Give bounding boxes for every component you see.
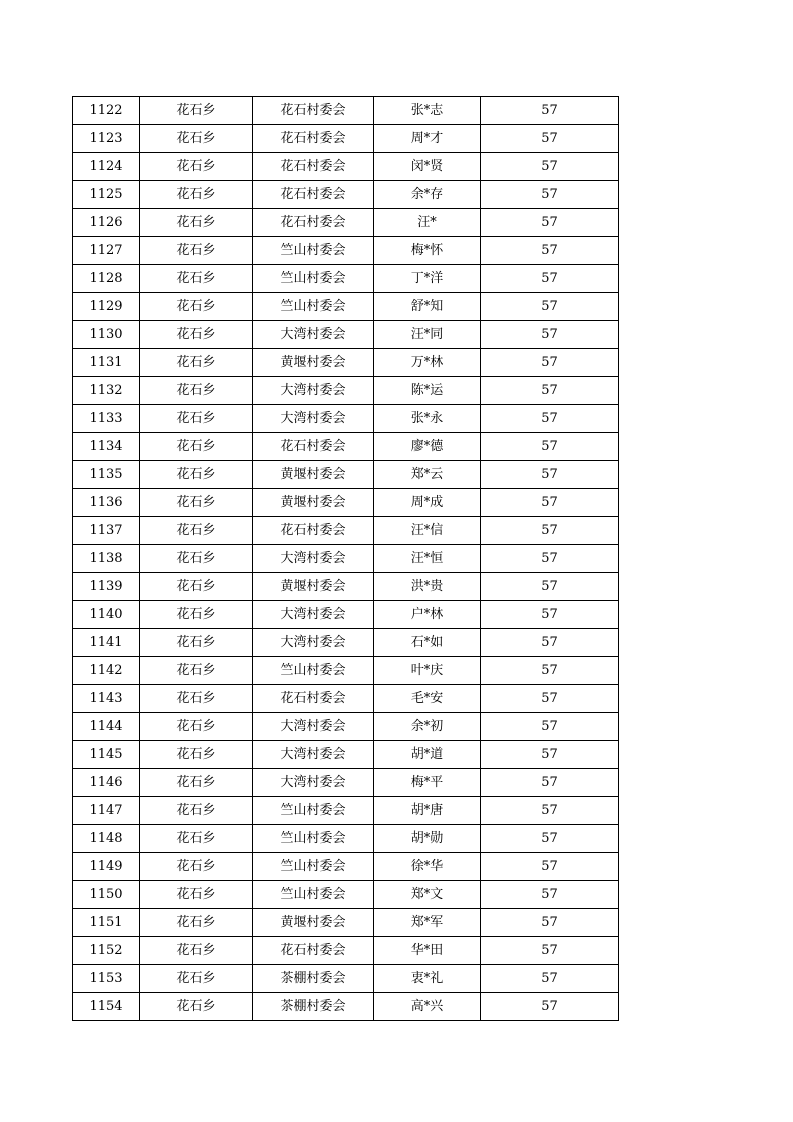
amount-cell: 57 <box>481 657 619 685</box>
table-body <box>73 97 619 1021</box>
amount-cell: 57 <box>481 601 619 629</box>
table-row <box>73 545 619 573</box>
amount-cell: 57 <box>481 993 619 1021</box>
amount-cell: 57 <box>481 545 619 573</box>
amount-cell: 57 <box>481 629 619 657</box>
town-cell: 花石乡 <box>140 321 253 349</box>
town-cell: 花石乡 <box>140 797 253 825</box>
table-row <box>73 153 619 181</box>
subsidy-table <box>72 96 619 1021</box>
town-cell: 花石乡 <box>140 545 253 573</box>
town-cell: 花石乡 <box>140 153 253 181</box>
person-name-cell: 华*田 <box>374 937 481 965</box>
amount-cell: 57 <box>481 853 619 881</box>
person-name-cell: 徐*华 <box>374 853 481 881</box>
amount-cell: 57 <box>481 377 619 405</box>
person-name-cell: 汪*恒 <box>374 545 481 573</box>
serial-number-cell: 1123 <box>73 125 140 153</box>
serial-number-cell: 1131 <box>73 349 140 377</box>
person-name-cell: 汪* <box>374 209 481 237</box>
town-cell: 花石乡 <box>140 517 253 545</box>
amount-cell: 57 <box>481 97 619 125</box>
person-name-cell: 余*存 <box>374 181 481 209</box>
serial-number-cell: 1140 <box>73 601 140 629</box>
table-row <box>73 517 619 545</box>
table-row <box>73 769 619 797</box>
person-name-cell: 闵*贤 <box>374 153 481 181</box>
amount-cell: 57 <box>481 713 619 741</box>
person-name-cell: 梅*平 <box>374 769 481 797</box>
serial-number-cell: 1136 <box>73 489 140 517</box>
table-row <box>73 181 619 209</box>
serial-number-cell: 1125 <box>73 181 140 209</box>
town-cell: 花石乡 <box>140 405 253 433</box>
village-cell: 大湾村委会 <box>253 545 374 573</box>
village-cell: 大湾村委会 <box>253 629 374 657</box>
person-name-cell: 张*永 <box>374 405 481 433</box>
serial-number-cell: 1135 <box>73 461 140 489</box>
town-cell: 花石乡 <box>140 853 253 881</box>
person-name-cell: 石*如 <box>374 629 481 657</box>
amount-cell: 57 <box>481 825 619 853</box>
serial-number-cell: 1149 <box>73 853 140 881</box>
town-cell: 花石乡 <box>140 489 253 517</box>
table-row <box>73 125 619 153</box>
table-row <box>73 405 619 433</box>
town-cell: 花石乡 <box>140 741 253 769</box>
village-cell: 竺山村委会 <box>253 265 374 293</box>
table-row <box>73 965 619 993</box>
town-cell: 花石乡 <box>140 461 253 489</box>
town-cell: 花石乡 <box>140 573 253 601</box>
village-cell: 大湾村委会 <box>253 769 374 797</box>
village-cell: 大湾村委会 <box>253 741 374 769</box>
village-cell: 花石村委会 <box>253 153 374 181</box>
amount-cell: 57 <box>481 321 619 349</box>
village-cell: 花石村委会 <box>253 433 374 461</box>
serial-number-cell: 1129 <box>73 293 140 321</box>
amount-cell: 57 <box>481 769 619 797</box>
town-cell: 花石乡 <box>140 657 253 685</box>
village-cell: 竺山村委会 <box>253 881 374 909</box>
person-name-cell: 洪*贵 <box>374 573 481 601</box>
table-row <box>73 237 619 265</box>
person-name-cell: 毛*安 <box>374 685 481 713</box>
town-cell: 花石乡 <box>140 825 253 853</box>
village-cell: 黄堰村委会 <box>253 461 374 489</box>
table-row <box>73 97 619 125</box>
person-name-cell: 郑*文 <box>374 881 481 909</box>
table-row <box>73 797 619 825</box>
table-row <box>73 293 619 321</box>
town-cell: 花石乡 <box>140 601 253 629</box>
serial-number-cell: 1130 <box>73 321 140 349</box>
amount-cell: 57 <box>481 433 619 461</box>
amount-cell: 57 <box>481 461 619 489</box>
table-row <box>73 461 619 489</box>
town-cell: 花石乡 <box>140 713 253 741</box>
serial-number-cell: 1126 <box>73 209 140 237</box>
person-name-cell: 汪*同 <box>374 321 481 349</box>
serial-number-cell: 1124 <box>73 153 140 181</box>
village-cell: 大湾村委会 <box>253 321 374 349</box>
village-cell: 黄堰村委会 <box>253 573 374 601</box>
person-name-cell: 衷*礼 <box>374 965 481 993</box>
table-row <box>73 265 619 293</box>
town-cell: 花石乡 <box>140 125 253 153</box>
table-row <box>73 881 619 909</box>
village-cell: 花石村委会 <box>253 181 374 209</box>
amount-cell: 57 <box>481 573 619 601</box>
amount-cell: 57 <box>481 489 619 517</box>
village-cell: 大湾村委会 <box>253 405 374 433</box>
serial-number-cell: 1141 <box>73 629 140 657</box>
subsidy-table-sheet <box>72 96 619 1021</box>
table-row <box>73 349 619 377</box>
village-cell: 大湾村委会 <box>253 601 374 629</box>
town-cell: 花石乡 <box>140 881 253 909</box>
person-name-cell: 廖*德 <box>374 433 481 461</box>
person-name-cell: 胡*道 <box>374 741 481 769</box>
village-cell: 花石村委会 <box>253 517 374 545</box>
person-name-cell: 郑*军 <box>374 909 481 937</box>
person-name-cell: 叶*庆 <box>374 657 481 685</box>
serial-number-cell: 1147 <box>73 797 140 825</box>
person-name-cell: 郑*云 <box>374 461 481 489</box>
amount-cell: 57 <box>481 797 619 825</box>
table-row <box>73 937 619 965</box>
village-cell: 黄堰村委会 <box>253 489 374 517</box>
table-row <box>73 433 619 461</box>
amount-cell: 57 <box>481 881 619 909</box>
person-name-cell: 周*成 <box>374 489 481 517</box>
table-row <box>73 489 619 517</box>
amount-cell: 57 <box>481 209 619 237</box>
serial-number-cell: 1132 <box>73 377 140 405</box>
town-cell: 花石乡 <box>140 769 253 797</box>
amount-cell: 57 <box>481 153 619 181</box>
village-cell: 竺山村委会 <box>253 293 374 321</box>
table-row <box>73 853 619 881</box>
table-row <box>73 993 619 1021</box>
amount-cell: 57 <box>481 517 619 545</box>
serial-number-cell: 1133 <box>73 405 140 433</box>
town-cell: 花石乡 <box>140 237 253 265</box>
table-row <box>73 741 619 769</box>
village-cell: 竺山村委会 <box>253 237 374 265</box>
town-cell: 花石乡 <box>140 97 253 125</box>
village-cell: 大湾村委会 <box>253 713 374 741</box>
serial-number-cell: 1137 <box>73 517 140 545</box>
serial-number-cell: 1148 <box>73 825 140 853</box>
amount-cell: 57 <box>481 741 619 769</box>
person-name-cell: 余*初 <box>374 713 481 741</box>
village-cell: 黄堰村委会 <box>253 909 374 937</box>
amount-cell: 57 <box>481 909 619 937</box>
table-row <box>73 377 619 405</box>
town-cell: 花石乡 <box>140 265 253 293</box>
town-cell: 花石乡 <box>140 181 253 209</box>
serial-number-cell: 1146 <box>73 769 140 797</box>
table-row <box>73 601 619 629</box>
serial-number-cell: 1151 <box>73 909 140 937</box>
serial-number-cell: 1138 <box>73 545 140 573</box>
village-cell: 茶棚村委会 <box>253 993 374 1021</box>
table-row <box>73 209 619 237</box>
person-name-cell: 万*林 <box>374 349 481 377</box>
village-cell: 花石村委会 <box>253 209 374 237</box>
amount-cell: 57 <box>481 293 619 321</box>
serial-number-cell: 1134 <box>73 433 140 461</box>
serial-number-cell: 1122 <box>73 97 140 125</box>
village-cell: 黄堰村委会 <box>253 349 374 377</box>
serial-number-cell: 1150 <box>73 881 140 909</box>
serial-number-cell: 1154 <box>73 993 140 1021</box>
town-cell: 花石乡 <box>140 377 253 405</box>
person-name-cell: 周*才 <box>374 125 481 153</box>
person-name-cell: 胡*唐 <box>374 797 481 825</box>
serial-number-cell: 1152 <box>73 937 140 965</box>
serial-number-cell: 1127 <box>73 237 140 265</box>
amount-cell: 57 <box>481 685 619 713</box>
village-cell: 花石村委会 <box>253 97 374 125</box>
town-cell: 花石乡 <box>140 629 253 657</box>
serial-number-cell: 1128 <box>73 265 140 293</box>
person-name-cell: 高*兴 <box>374 993 481 1021</box>
person-name-cell: 胡*勋 <box>374 825 481 853</box>
town-cell: 花石乡 <box>140 349 253 377</box>
village-cell: 竺山村委会 <box>253 825 374 853</box>
town-cell: 花石乡 <box>140 909 253 937</box>
amount-cell: 57 <box>481 181 619 209</box>
village-cell: 茶棚村委会 <box>253 965 374 993</box>
village-cell: 竺山村委会 <box>253 853 374 881</box>
town-cell: 花石乡 <box>140 937 253 965</box>
village-cell: 花石村委会 <box>253 685 374 713</box>
serial-number-cell: 1143 <box>73 685 140 713</box>
town-cell: 花石乡 <box>140 433 253 461</box>
person-name-cell: 汪*信 <box>374 517 481 545</box>
table-row <box>73 629 619 657</box>
person-name-cell: 丁*洋 <box>374 265 481 293</box>
town-cell: 花石乡 <box>140 209 253 237</box>
person-name-cell: 陈*运 <box>374 377 481 405</box>
table-row <box>73 825 619 853</box>
serial-number-cell: 1145 <box>73 741 140 769</box>
amount-cell: 57 <box>481 937 619 965</box>
person-name-cell: 张*志 <box>374 97 481 125</box>
village-cell: 大湾村委会 <box>253 377 374 405</box>
table-row <box>73 657 619 685</box>
village-cell: 花石村委会 <box>253 937 374 965</box>
village-cell: 竺山村委会 <box>253 657 374 685</box>
table-row <box>73 685 619 713</box>
serial-number-cell: 1153 <box>73 965 140 993</box>
amount-cell: 57 <box>481 349 619 377</box>
serial-number-cell: 1142 <box>73 657 140 685</box>
town-cell: 花石乡 <box>140 965 253 993</box>
amount-cell: 57 <box>481 405 619 433</box>
person-name-cell: 舒*知 <box>374 293 481 321</box>
person-name-cell: 梅*怀 <box>374 237 481 265</box>
table-row <box>73 321 619 349</box>
town-cell: 花石乡 <box>140 685 253 713</box>
amount-cell: 57 <box>481 237 619 265</box>
person-name-cell: 户*林 <box>374 601 481 629</box>
amount-cell: 57 <box>481 125 619 153</box>
amount-cell: 57 <box>481 965 619 993</box>
village-cell: 花石村委会 <box>253 125 374 153</box>
table-row <box>73 909 619 937</box>
table-row <box>73 573 619 601</box>
serial-number-cell: 1144 <box>73 713 140 741</box>
serial-number-cell: 1139 <box>73 573 140 601</box>
town-cell: 花石乡 <box>140 993 253 1021</box>
table-row <box>73 713 619 741</box>
town-cell: 花石乡 <box>140 293 253 321</box>
village-cell: 竺山村委会 <box>253 797 374 825</box>
amount-cell: 57 <box>481 265 619 293</box>
